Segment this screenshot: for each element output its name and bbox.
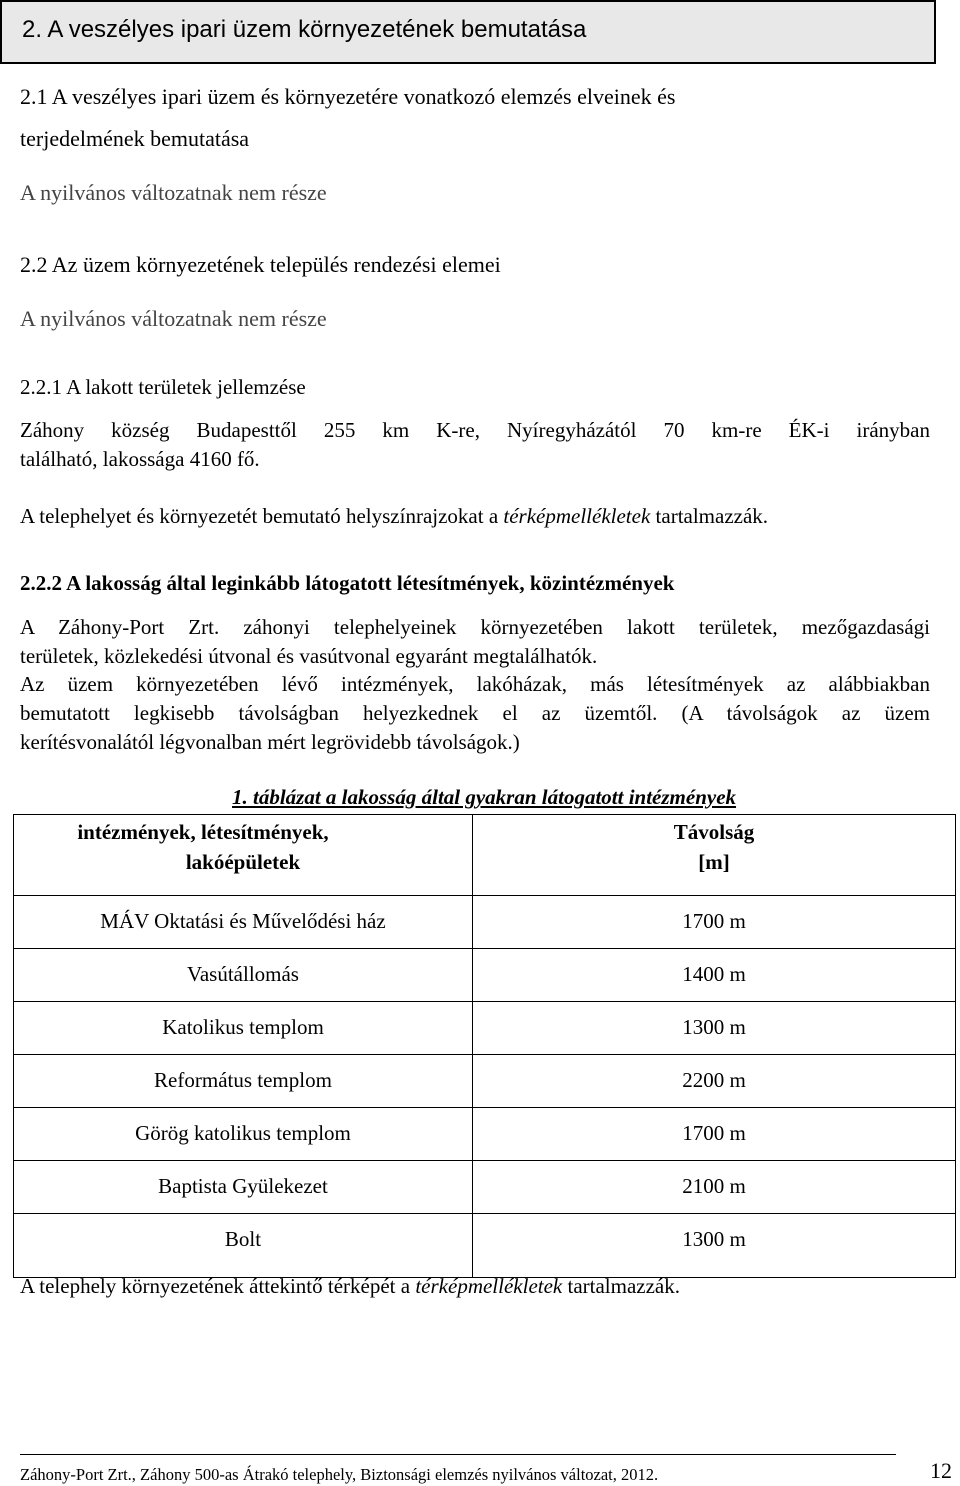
section-2-2-2-heading: 2.2.2 A lakosság által leginkább látogatott létesítmények, közintézmények — [20, 571, 675, 595]
section-2-1-heading-line1: 2.1 A veszélyes ipari üzem és környezetére vonatkozó elemzés elveinek és — [20, 84, 676, 109]
map-overview-sentence — [20, 1272, 680, 1301]
para2-text-end: tartalmazzák. — [650, 504, 769, 528]
table-row — [14, 1161, 956, 1214]
header-institutions — [14, 815, 473, 896]
section-2-2-1-heading: 2.2.1 A lakott területek jellemzése — [20, 375, 306, 399]
institution-distance: 1700 m — [473, 1108, 956, 1161]
map-overview-text-end: tartalmazzák. — [562, 1274, 681, 1298]
table-caption: 1. táblázat a lakosság által gyakran látogatott intézmények — [232, 785, 737, 809]
header-distance-line1: Távolság — [673, 820, 755, 844]
chapter-title: 2. A veszélyes ipari üzem környezetének bemutatása — [22, 16, 587, 43]
table-row — [14, 1214, 956, 1278]
table-row — [14, 949, 956, 1002]
institution-distance: 1700 m — [473, 896, 956, 949]
section-2-1-heading-line2: terjedelmének bemutatása — [20, 126, 250, 151]
section-2-2-1-para1-line1: Záhony község Budapesttől 255 km K-re, Nyíregyházától 70 km-re ÉK-i irányban — [20, 418, 930, 442]
institution-distance: 2100 m — [473, 1161, 956, 1214]
section-2-2-1-para2 — [20, 502, 768, 531]
header-institutions-line2: lakóépületek — [185, 850, 301, 874]
institution-name: Görög katolikus templom — [14, 1108, 473, 1161]
section-2-2-note: A nyilvános változatnak nem része — [20, 306, 327, 331]
table-row — [14, 1055, 956, 1108]
section-2-2-2-para2-line2: bemutatott legkisebb távolságban helyezkednek el az üzemtől. (A távolságok az üzem — [20, 701, 930, 725]
header-distance — [473, 815, 956, 896]
section-2-2-1-para1-line2: található, lakossága 4160 fő. — [20, 447, 260, 471]
section-2-1-note: A nyilvános változatnak nem része — [20, 180, 327, 205]
institutions-table — [13, 814, 956, 1278]
map-overview-text-start: A telephely környezetének áttekintő térképét a — [20, 1274, 416, 1298]
page-number: 12 — [930, 1458, 952, 1483]
section-2-2-2-para1-line1: A Záhony-Port Zrt. záhonyi telephelyeinek környezetében lakott területek, mezőgazdasági — [20, 615, 930, 639]
map-appendix-reference: térképmellékletek — [415, 1274, 563, 1298]
section-2-2-2-para1-line2: területek, közlekedési útvonal és vasútvonal egyaránt megtalálhatók. — [20, 644, 598, 668]
institution-name: Vasútállomás — [14, 949, 473, 1002]
institution-distance: 1300 m — [473, 1214, 956, 1278]
institution-name: Református templom — [14, 1055, 473, 1108]
footer-text: Záhony-Port Zrt., Záhony 500-as Átrakó telephely, Biztonsági elemzés nyilvános változat, 2012. — [20, 1465, 659, 1484]
para2-text-start: A telephelyet és környezetét bemutató helyszínrajzokat a — [20, 504, 504, 528]
section-2-2-heading: 2.2 Az üzem környezetének település rendezési elemei — [20, 252, 501, 277]
footer-divider — [20, 1454, 896, 1455]
institution-name: Baptista Gyülekezet — [14, 1161, 473, 1214]
table-row — [14, 1108, 956, 1161]
section-2-2-2-para2-line1: Az üzem környezetében lévő intézmények, lakóházak, más létesítmények az alábbiakban — [20, 672, 930, 696]
institution-name: MÁV Oktatási és Művelődési ház — [14, 896, 473, 949]
header-distance-line2: [m] — [698, 850, 730, 874]
institution-distance: 1400 m — [473, 949, 956, 1002]
institution-distance: 2200 m — [473, 1055, 956, 1108]
table-header-row — [14, 815, 956, 896]
section-2-2-2-para2-line3: kerítésvonalától légvonalban mért legrövidebb távolságok.) — [20, 730, 520, 754]
institution-name: Katolikus templom — [14, 1002, 473, 1055]
map-appendix-reference: térképmellékletek — [503, 504, 651, 528]
institution-name: Bolt — [14, 1214, 473, 1278]
header-institutions-line1: intézmények, létesítmények, — [77, 820, 329, 844]
institution-distance: 1300 m — [473, 1002, 956, 1055]
table-row — [14, 896, 956, 949]
table-row — [14, 1002, 956, 1055]
